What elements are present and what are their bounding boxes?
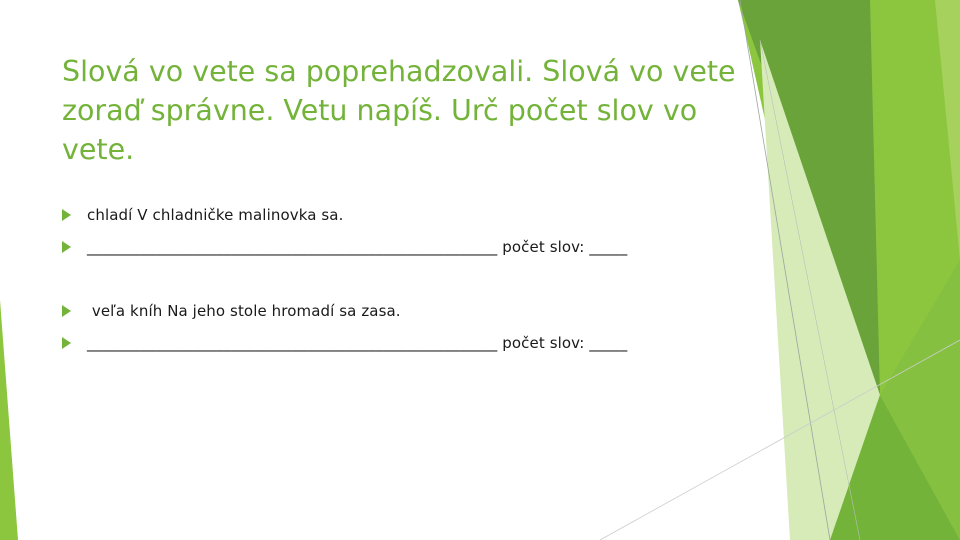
- bullet-text: veľa kníh Na jeho stole hromadí sa zasa.: [87, 302, 401, 320]
- bullet-item-answer-1: [62, 238, 627, 256]
- bullet-item-answer-2: [62, 334, 627, 352]
- bullet-text: ______________________________________________________ počet slov: _____: [87, 334, 628, 352]
- slide-title: Slová vo vete sa poprehadzovali. Slová vo vete zoraď správne. Vetu napíš. Urč počet slov vo vete.: [62, 55, 736, 166]
- bullet-item-sentence-1: [62, 206, 343, 224]
- bullet-item-sentence-2: [62, 302, 401, 320]
- left-facet: [0, 300, 18, 540]
- bullet-text: chladí V chladničke malinovka sa.: [87, 206, 344, 224]
- bullet-arrow-icon: [62, 241, 71, 253]
- bullet-arrow-icon: [62, 305, 71, 317]
- bullet-arrow-icon: [62, 337, 71, 349]
- bullet-arrow-icon: [62, 209, 71, 221]
- bullet-text: ______________________________________________________ počet slov: _____: [87, 238, 628, 256]
